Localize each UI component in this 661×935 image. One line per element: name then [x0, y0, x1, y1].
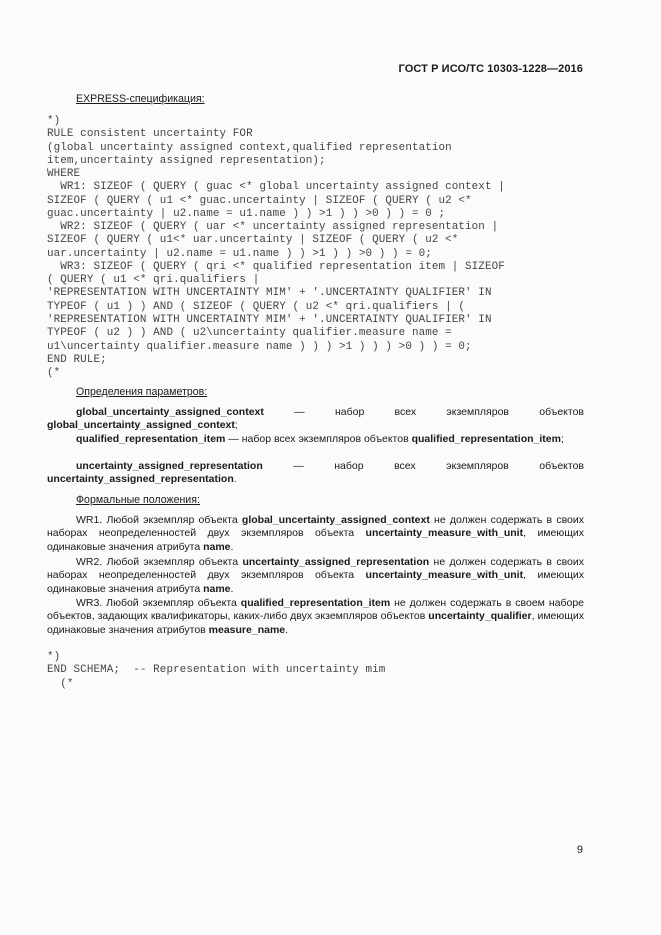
entity-type: global_uncertainty_assigned_context [47, 419, 235, 432]
entity-type: qualified_representation_item [411, 433, 561, 445]
express-code-block: *) RULE consistent uncertainty FOR (global uncertainty assigned context,qualified representation item,uncertainty assigned representation); WHERE WR1: SIZEOF ( QUERY ( guac <* global uncertainty assigned context | SIZEOF ( QUERY ( u1 <* guac.uncertainty | SIZEOF ( QUERY ( u2 <* guac.uncertainty | u2.name = u1.name ) ) >1 ) ) >0 ) ) = 0 ; WR2: SIZEOF ( QUERY ( uar <* uncertainty assigned representation | SIZEOF ( QUERY ( u1<* uar.uncertainty | SIZEOF ( QUERY ( u2 <* uar.uncertainty | u2.name = u1.name ) ) >1 ) ) >0 ) ) = 0; WR3: SIZEOF ( QUERY ( qri <* qualified representation item | SIZEOF ( QUERY ( u1 <* qri.qualifiers | 'REPRESENTATION WITH UNCERTAINTY MIM' + '.UNCERTAINTY QUALIFIER' IN TYPEOF ( u1 ) ) AND ( SIZEOF ( QUERY ( u2 <* qri.qualifiers | ( 'REPRESENTATION WITH UNCERTAINTY MIM' + '.UNCERTAINTY QUALIFIER' IN TYPEOF ( u2 ) ) AND ( u2\uncertainty qualifier.measure name = u1\uncertainty qualifier.measure name ) ) ) >1 ) ) ) >0 ) ) = 0; END RULE; (* [47, 115, 505, 380]
parameters-heading: Определения параметров: [76, 386, 208, 398]
entity-type: uncertainty_assigned_representation [47, 473, 234, 486]
rule-wr1: WR1. Любой экземпляр объекта global_uncertainty_assigned_context не должен содержать в своих наборах неопределенностей двух экземпляров объекта uncertainty_measure_with_unit, имеющих одинаковые значения атрибута name. [47, 514, 585, 553]
parameter-term: uncertainty_assigned_representation [76, 460, 263, 472]
end-schema-code: *) END SCHEMA; -- Representation with uncertainty mim (* [47, 651, 386, 690]
document-header: ГОСТ Р ИСО/ТС 10303-1228—2016 [398, 63, 583, 75]
parameter-definition: global_uncertainty_assigned_context — набор всех экземпляров объектов global_uncertainty_assigned_context; [47, 406, 584, 432]
parameter-definition: qualified_representation_item — набор всех экземпляров объектов qualified_representation_item; [76, 433, 564, 445]
formal-propositions-heading: Формальные положения: [76, 494, 200, 506]
parameter-term: global_uncertainty_assigned_context [76, 406, 264, 418]
parameter-definition: uncertainty_assigned_representation — набор всех экземпляров объектов uncertainty_assigned_representation. [47, 460, 584, 486]
rule-wr2: WR2. Любой экземпляр объекта uncertainty_assigned_representation не должен содержать в своих наборах неопределенностей двух экземпляров объекта uncertainty_measure_with_unit, имеющих одинаковые значения атрибута name. [47, 556, 585, 595]
parameter-term: qualified_representation_item [76, 433, 226, 445]
express-heading: EXPRESS-спецификация: [76, 93, 205, 105]
rule-wr3: WR3. Любой экземпляр объекта qualified_representation_item не должен содержать в своем наборе объектов, задающих квалификаторы, каких-либо двух экземпляров объектов uncertainty_qualifier, имеющих одинаковые значения атрибутов measure_name. [47, 597, 585, 636]
page-number: 9 [576, 844, 583, 856]
